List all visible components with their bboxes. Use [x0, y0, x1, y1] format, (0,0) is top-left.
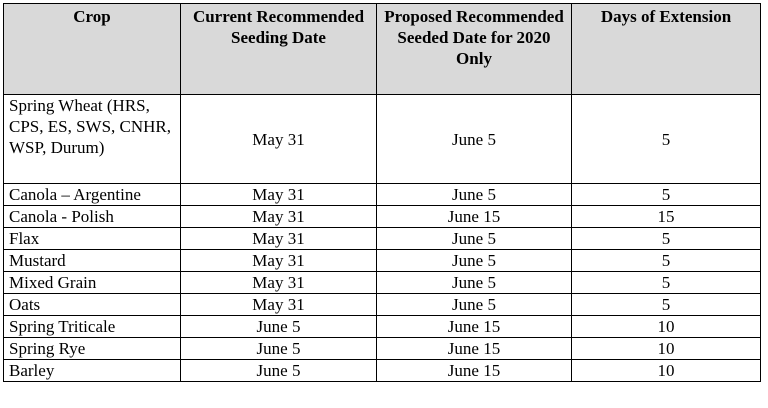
table-row: [4, 95, 761, 184]
current-date-cell: May 31: [181, 95, 377, 184]
proposed-date-cell: June 15: [377, 360, 572, 382]
crop-cell: Spring Wheat (HRS, CPS, ES, SWS, CNHR, WSP, Durum): [4, 95, 181, 184]
table-row: [4, 294, 761, 316]
table-row: [4, 184, 761, 206]
current-date-cell: May 31: [181, 184, 377, 206]
days-extension-cell: 10: [572, 316, 761, 338]
table-header-row: [4, 4, 761, 95]
table-row: [4, 250, 761, 272]
header-proposed-seeded-date: Proposed Recommended Seeded Date for 2020 Only: [377, 4, 572, 95]
table-row: [4, 338, 761, 360]
proposed-date-cell: June 5: [377, 250, 572, 272]
header-days-of-extension: Days of Extension: [572, 4, 761, 95]
crop-cell: Spring Rye: [4, 338, 181, 360]
proposed-date-cell: June 15: [377, 206, 572, 228]
table-row: [4, 272, 761, 294]
proposed-date-cell: June 5: [377, 228, 572, 250]
days-extension-cell: 15: [572, 206, 761, 228]
proposed-date-cell: June 15: [377, 338, 572, 360]
header-current-seeding-date: Current Recommended Seeding Date: [181, 4, 377, 95]
current-date-cell: May 31: [181, 206, 377, 228]
crop-cell: Flax: [4, 228, 181, 250]
current-date-cell: May 31: [181, 228, 377, 250]
days-extension-cell: 5: [572, 250, 761, 272]
proposed-date-cell: June 5: [377, 95, 572, 184]
days-extension-cell: 5: [572, 294, 761, 316]
crop-cell: Oats: [4, 294, 181, 316]
proposed-date-cell: June 5: [377, 294, 572, 316]
crop-cell: Canola - Polish: [4, 206, 181, 228]
days-extension-cell: 10: [572, 360, 761, 382]
current-date-cell: June 5: [181, 338, 377, 360]
table-row: [4, 360, 761, 382]
crop-cell: Barley: [4, 360, 181, 382]
crop-cell: Canola – Argentine: [4, 184, 181, 206]
current-date-cell: June 5: [181, 360, 377, 382]
table-row: [4, 228, 761, 250]
proposed-date-cell: June 5: [377, 184, 572, 206]
days-extension-cell: 5: [572, 228, 761, 250]
current-date-cell: June 5: [181, 316, 377, 338]
days-extension-cell: 10: [572, 338, 761, 360]
current-date-cell: May 31: [181, 272, 377, 294]
current-date-cell: May 31: [181, 294, 377, 316]
seeding-date-table: [3, 3, 761, 382]
days-extension-cell: 5: [572, 95, 761, 184]
crop-cell: Mustard: [4, 250, 181, 272]
table-row: [4, 206, 761, 228]
days-extension-cell: 5: [572, 184, 761, 206]
table-row: [4, 316, 761, 338]
crop-cell: Mixed Grain: [4, 272, 181, 294]
current-date-cell: May 31: [181, 250, 377, 272]
days-extension-cell: 5: [572, 272, 761, 294]
proposed-date-cell: June 15: [377, 316, 572, 338]
crop-cell: Spring Triticale: [4, 316, 181, 338]
proposed-date-cell: June 5: [377, 272, 572, 294]
header-crop: Crop: [4, 4, 181, 95]
